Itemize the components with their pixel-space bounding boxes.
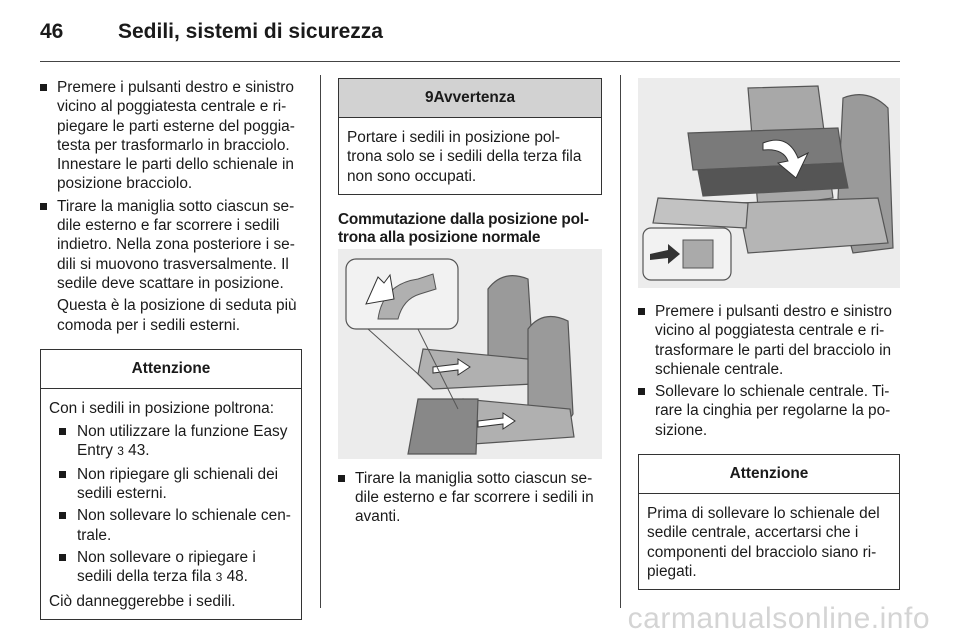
page-title: Sedili, sistemi di sicurezza	[118, 20, 383, 43]
page-number: 46	[40, 20, 64, 43]
bullet-icon	[40, 84, 47, 91]
column-1	[40, 78, 302, 620]
header-rule	[40, 61, 900, 62]
caution-box	[638, 454, 900, 590]
center-backrest-illustration	[638, 78, 900, 288]
section-heading: Commutazione dalla posizione pol-trona alla posizione normale	[338, 210, 589, 246]
warning-text: Portare i sedili in posizione pol-trona solo se i sedili della terza fila non sono occupati.	[347, 129, 582, 185]
seats-forward-illustration	[338, 249, 602, 459]
column-divider-2	[620, 75, 621, 608]
column-2	[338, 78, 602, 530]
list-item: Non sollevare o ripiegare i sedili della terza fila 3 48.	[57, 548, 293, 588]
caution-title: Attenzione	[639, 455, 899, 494]
bullet-icon	[638, 308, 645, 315]
list-item: Tirare la maniglia sotto ciascun se-dile esterno e far scorrere i sedili indietro. Nella zona posteriore i se-dili si muovono trasversalmente. Il sedile deve scattare in posizione.	[40, 197, 302, 293]
list-item: Sollevare lo schienale centrale. Ti-rare la cinghia per regolarne la po-sizione.	[638, 382, 900, 440]
bullet-icon	[59, 471, 66, 478]
list-item: Tirare la maniglia sotto ciascun se-dile esterno e far scorrere i sedili in avanti.	[338, 469, 602, 527]
page-ref-icon: 3	[117, 444, 124, 459]
watermark: carmanualsonline.info	[627, 602, 930, 635]
list-item: Non sollevare lo schienale cen-trale.	[57, 506, 293, 545]
list-item: Non utilizzare la funzione Easy Entry 3 43.	[57, 422, 293, 462]
paragraph: Questa è la posizione di seduta più comoda per i sedili esterni.	[57, 297, 297, 334]
bullet-icon	[59, 554, 66, 561]
bullet-icon	[638, 388, 645, 395]
bullet-icon	[59, 428, 66, 435]
list-item: Non ripiegare gli schienali dei sedili esterni.	[57, 465, 293, 504]
caution-box	[40, 349, 302, 620]
warning-triangle-icon: 9	[424, 89, 434, 106]
caution-title: Attenzione	[41, 350, 301, 389]
list-item: Premere i pulsanti destro e sinistro vicino al poggiatesta centrale e ri-trasformare le parti del bracciolo in schienale centrale.	[638, 302, 900, 379]
caution-outro: Ciò danneggerebbe i sedili.	[49, 592, 236, 610]
caution-text: Prima di sollevare lo schienale del sedile centrale, accertarsi che i componenti del bracciolo siano ri-piegati.	[647, 505, 880, 580]
caution-intro: Con i sedili in posizione poltrona:	[49, 399, 275, 417]
bullet-icon	[40, 203, 47, 210]
bullet-icon	[338, 475, 345, 482]
warning-title: Avvertenza	[433, 89, 516, 106]
warning-header	[339, 79, 601, 118]
page-ref-icon: 3	[215, 570, 223, 585]
list-item: Premere i pulsanti destro e sinistro vicino al poggiatesta centrale e ri-piegare le parti esterne del poggia-testa per trasformarlo in bracciolo. Innestare le parti dello schienale in posizione bracciolo.	[40, 78, 302, 194]
column-divider-1	[320, 75, 321, 608]
bullet-icon	[59, 512, 66, 519]
warning-box	[338, 78, 602, 195]
column-3	[638, 78, 900, 590]
